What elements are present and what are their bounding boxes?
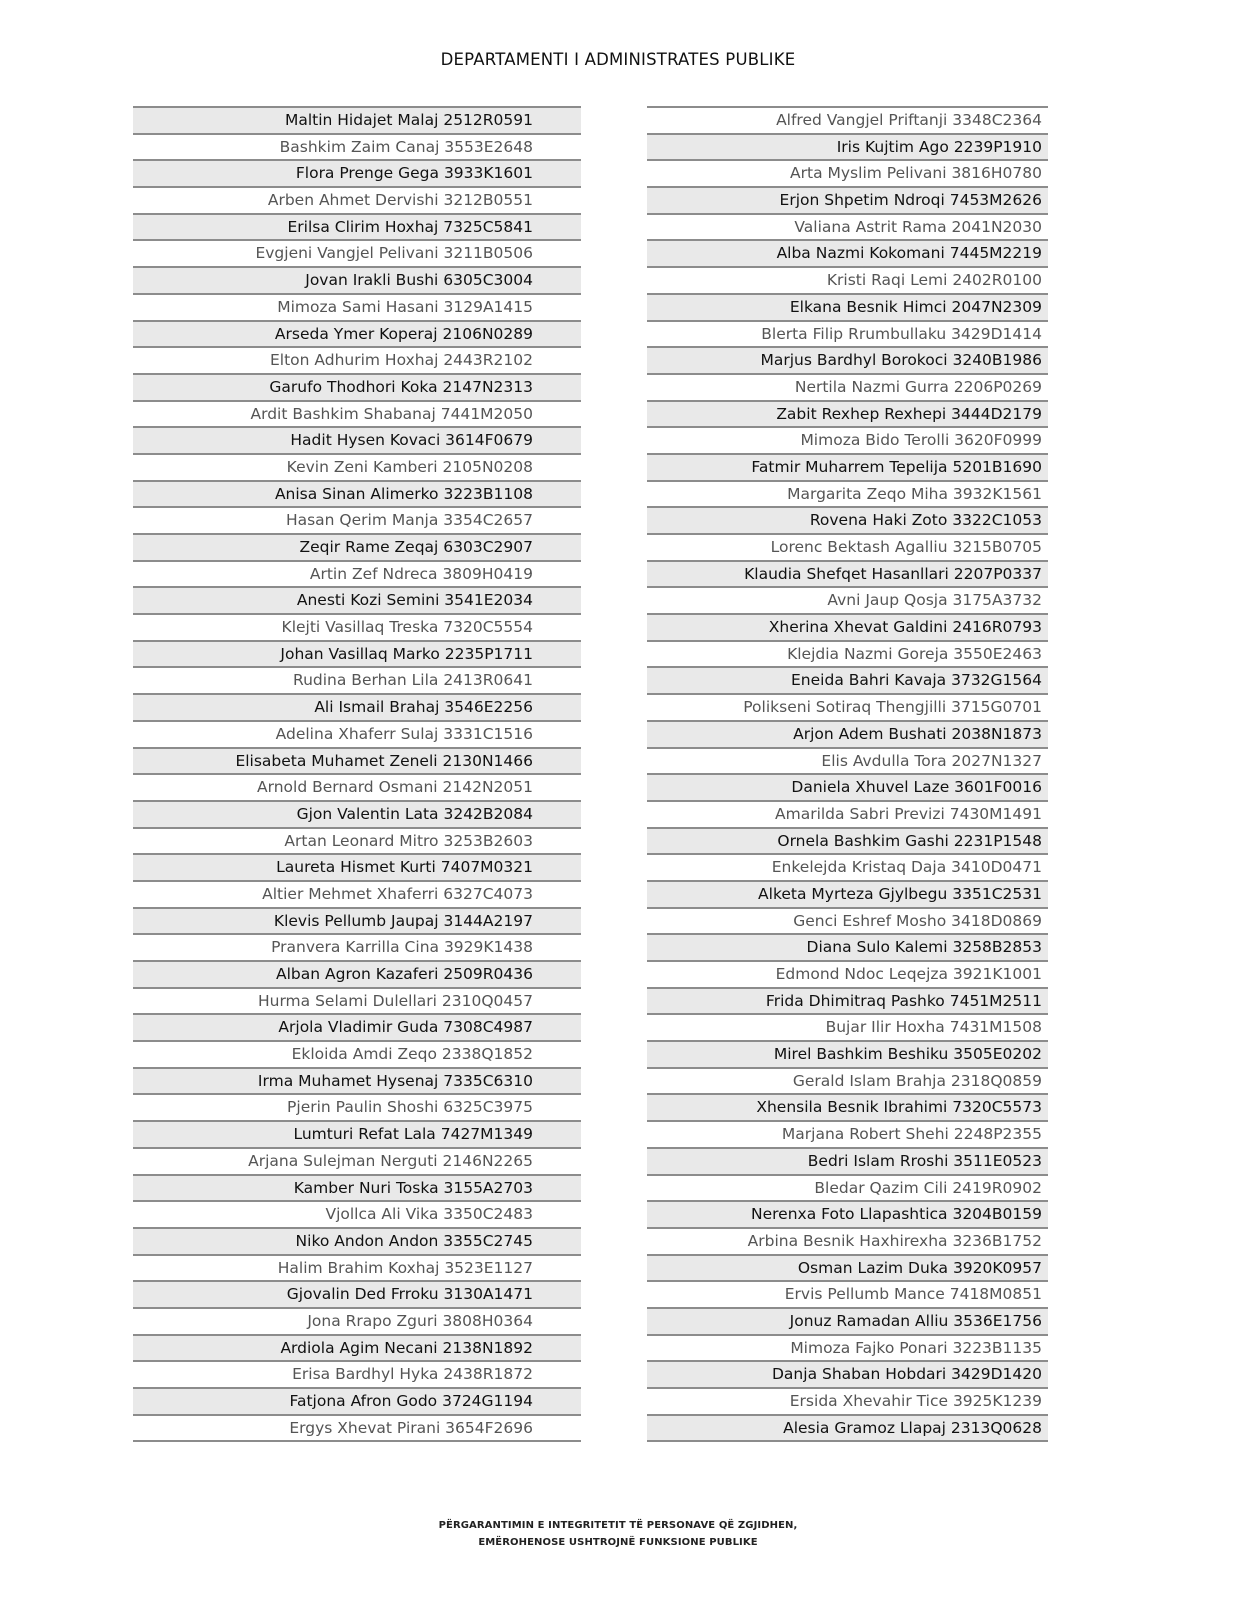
list-item: Marjus Bardhyl Borokoci 3240B1986 [647, 348, 1048, 375]
list-item: Alesia Gramoz Llapaj 2313Q0628 [647, 1416, 1048, 1443]
list-item: Gjon Valentin Lata 3242B2084 [133, 802, 581, 829]
list-item: Johan Vasillaq Marko 2235P1711 [133, 642, 581, 669]
list-item: Lumturi Refat Lala 7427M1349 [133, 1122, 581, 1149]
list-item: Xherina Xhevat Galdini 2416R0793 [647, 615, 1048, 642]
list-item: Xhensila Besnik Ibrahimi 7320C5573 [647, 1095, 1048, 1122]
list-item: Nerenxa Foto Llapashtica 3204B0159 [647, 1202, 1048, 1229]
list-item: Ardiola Agim Necani 2138N1892 [133, 1336, 581, 1363]
list-item: Halim Brahim Koxhaj 3523E1127 [133, 1256, 581, 1283]
list-item: Artin Zef Ndreca 3809H0419 [133, 562, 581, 589]
list-item: Ergys Xhevat Pirani 3654F2696 [133, 1416, 581, 1443]
list-item: Artan Leonard Mitro 3253B2603 [133, 829, 581, 856]
list-item: Alba Nazmi Kokomani 7445M2219 [647, 241, 1048, 268]
list-item: Elkana Besnik Himci 2047N2309 [647, 295, 1048, 322]
list-item: Kamber Nuri Toska 3155A2703 [133, 1176, 581, 1203]
left-name-list [133, 106, 581, 1442]
list-item: Hasan Qerim Manja 3354C2657 [133, 508, 581, 535]
list-item: Alfred Vangjel Priftanji 3348C2364 [647, 108, 1048, 135]
list-item: Amarilda Sabri Previzi 7430M1491 [647, 802, 1048, 829]
list-item: Erilsa Clirim Hoxhaj 7325C5841 [133, 215, 581, 242]
list-item: Pranvera Karrilla Cina 3929K1438 [133, 935, 581, 962]
list-item: Anisa Sinan Alimerko 3223B1108 [133, 482, 581, 509]
list-item: Margarita Zeqo Miha 3932K1561 [647, 482, 1048, 509]
list-item: Klejti Vasillaq Treska 7320C5554 [133, 615, 581, 642]
list-item: Jovan Irakli Bushi 6305C3004 [133, 268, 581, 295]
list-item: Elis Avdulla Tora 2027N1327 [647, 749, 1048, 776]
list-item: Arjola Vladimir Guda 7308C4987 [133, 1015, 581, 1042]
list-item: Elton Adhurim Hoxhaj 2443R2102 [133, 348, 581, 375]
list-item: Avni Jaup Qosja 3175A3732 [647, 588, 1048, 615]
list-item: Vjollca Ali Vika 3350C2483 [133, 1202, 581, 1229]
list-item: Zeqir Rame Zeqaj 6303C2907 [133, 535, 581, 562]
list-item: Laureta Hismet Kurti 7407M0321 [133, 855, 581, 882]
list-item: Kristi Raqi Lemi 2402R0100 [647, 268, 1048, 295]
list-item: Bedri Islam Rroshi 3511E0523 [647, 1149, 1048, 1176]
list-item: Pjerin Paulin Shoshi 6325C3975 [133, 1095, 581, 1122]
list-item: Mimoza Sami Hasani 3129A1415 [133, 295, 581, 322]
footer-line-1: PËRGARANTIMIN E INTEGRITETIT TË PERSONAVE QË ZGJIDHEN, [438, 1520, 798, 1531]
list-item: Evgjeni Vangjel Pelivani 3211B0506 [133, 241, 581, 268]
list-item: Gerald Islam Brahja 2318Q0859 [647, 1069, 1048, 1096]
list-item: Polikseni Sotiraq Thengjilli 3715G0701 [647, 695, 1048, 722]
list-item: Ervis Pellumb Mance 7418M0851 [647, 1282, 1048, 1309]
list-item: Altier Mehmet Xhaferri 6327C4073 [133, 882, 581, 909]
list-item: Danja Shaban Hobdari 3429D1420 [647, 1362, 1048, 1389]
list-item: Valiana Astrit Rama 2041N2030 [647, 215, 1048, 242]
list-item: Kevin Zeni Kamberi 2105N0208 [133, 455, 581, 482]
list-item: Flora Prenge Gega 3933K1601 [133, 161, 581, 188]
list-item: Garufo Thodhori Koka 2147N2313 [133, 375, 581, 402]
list-item: Mimoza Fajko Ponari 3223B1135 [647, 1336, 1048, 1363]
list-item: Adelina Xhaferr Sulaj 3331C1516 [133, 722, 581, 749]
list-item: Ekloida Amdi Zeqo 2338Q1852 [133, 1042, 581, 1069]
list-item: Rudina Berhan Lila 2413R0641 [133, 668, 581, 695]
list-item: Ersida Xhevahir Tice 3925K1239 [647, 1389, 1048, 1416]
footer [0, 1517, 1236, 1551]
list-item: Osman Lazim Duka 3920K0957 [647, 1256, 1048, 1283]
list-item: Arta Myslim Pelivani 3816H0780 [647, 161, 1048, 188]
list-item: Genci Eshref Mosho 3418D0869 [647, 909, 1048, 936]
list-item: Mimoza Bido Terolli 3620F0999 [647, 428, 1048, 455]
list-item: Hurma Selami Dulellari 2310Q0457 [133, 989, 581, 1016]
list-item: Ornela Bashkim Gashi 2231P1548 [647, 829, 1048, 856]
list-item: Gjovalin Ded Frroku 3130A1471 [133, 1282, 581, 1309]
list-item: Erjon Shpetim Ndroqi 7453M2626 [647, 188, 1048, 215]
list-item: Mirel Bashkim Beshiku 3505E0202 [647, 1042, 1048, 1069]
list-item: Klejdia Nazmi Goreja 3550E2463 [647, 642, 1048, 669]
list-item: Zabit Rexhep Rexhepi 3444D2179 [647, 402, 1048, 429]
list-item: Frida Dhimitraq Pashko 7451M2511 [647, 989, 1048, 1016]
list-item: Bledar Qazim Cili 2419R0902 [647, 1176, 1048, 1203]
list-item: Arben Ahmet Dervishi 3212B0551 [133, 188, 581, 215]
list-item: Erisa Bardhyl Hyka 2438R1872 [133, 1362, 581, 1389]
list-item: Maltin Hidajet Malaj 2512R0591 [133, 108, 581, 135]
list-item: Klevis Pellumb Jaupaj 3144A2197 [133, 909, 581, 936]
page-title: DEPARTAMENTI I ADMINISTRATES PUBLIKE [440, 50, 796, 69]
list-item: Arjon Adem Bushati 2038N1873 [647, 722, 1048, 749]
list-item: Enkelejda Kristaq Daja 3410D0471 [647, 855, 1048, 882]
list-item: Rovena Haki Zoto 3322C1053 [647, 508, 1048, 535]
list-item: Jonuz Ramadan Alliu 3536E1756 [647, 1309, 1048, 1336]
list-item: Arbina Besnik Haxhirexha 3236B1752 [647, 1229, 1048, 1256]
list-item: Alban Agron Kazaferi 2509R0436 [133, 962, 581, 989]
list-item: Lorenc Bektash Agalliu 3215B0705 [647, 535, 1048, 562]
list-item: Alketa Myrteza Gjylbegu 3351C2531 [647, 882, 1048, 909]
list-item: Hadit Hysen Kovaci 3614F0679 [133, 428, 581, 455]
list-item: Eneida Bahri Kavaja 3732G1564 [647, 668, 1048, 695]
list-item: Edmond Ndoc Leqejza 3921K1001 [647, 962, 1048, 989]
list-item: Arnold Bernard Osmani 2142N2051 [133, 775, 581, 802]
list-item: Jona Rrapo Zguri 3808H0364 [133, 1309, 581, 1336]
list-item: Klaudia Shefqet Hasanllari 2207P0337 [647, 562, 1048, 589]
list-item: Ardit Bashkim Shabanaj 7441M2050 [133, 402, 581, 429]
list-item: Niko Andon Andon 3355C2745 [133, 1229, 581, 1256]
list-item: Iris Kujtim Ago 2239P1910 [647, 135, 1048, 162]
list-item: Irma Muhamet Hysenaj 7335C6310 [133, 1069, 581, 1096]
list-item: Bashkim Zaim Canaj 3553E2648 [133, 135, 581, 162]
list-item: Arseda Ymer Koperaj 2106N0289 [133, 322, 581, 349]
list-item: Ali Ismail Brahaj 3546E2256 [133, 695, 581, 722]
list-item: Fatjona Afron Godo 3724G1194 [133, 1389, 581, 1416]
list-item: Fatmir Muharrem Tepelija 5201B1690 [647, 455, 1048, 482]
right-name-list [647, 106, 1048, 1442]
list-item: Daniela Xhuvel Laze 3601F0016 [647, 775, 1048, 802]
list-item: Diana Sulo Kalemi 3258B2853 [647, 935, 1048, 962]
list-item: Anesti Kozi Semini 3541E2034 [133, 588, 581, 615]
list-item: Elisabeta Muhamet Zeneli 2130N1466 [133, 749, 581, 776]
list-item: Arjana Sulejman Nerguti 2146N2265 [133, 1149, 581, 1176]
footer-line-2: EMËROHENOSE USHTROJNË FUNKSIONE PUBLIKE [478, 1537, 758, 1548]
list-item: Marjana Robert Shehi 2248P2355 [647, 1122, 1048, 1149]
list-item: Nertila Nazmi Gurra 2206P0269 [647, 375, 1048, 402]
list-item: Bujar Ilir Hoxha 7431M1508 [647, 1015, 1048, 1042]
list-item: Blerta Filip Rrumbullaku 3429D1414 [647, 322, 1048, 349]
